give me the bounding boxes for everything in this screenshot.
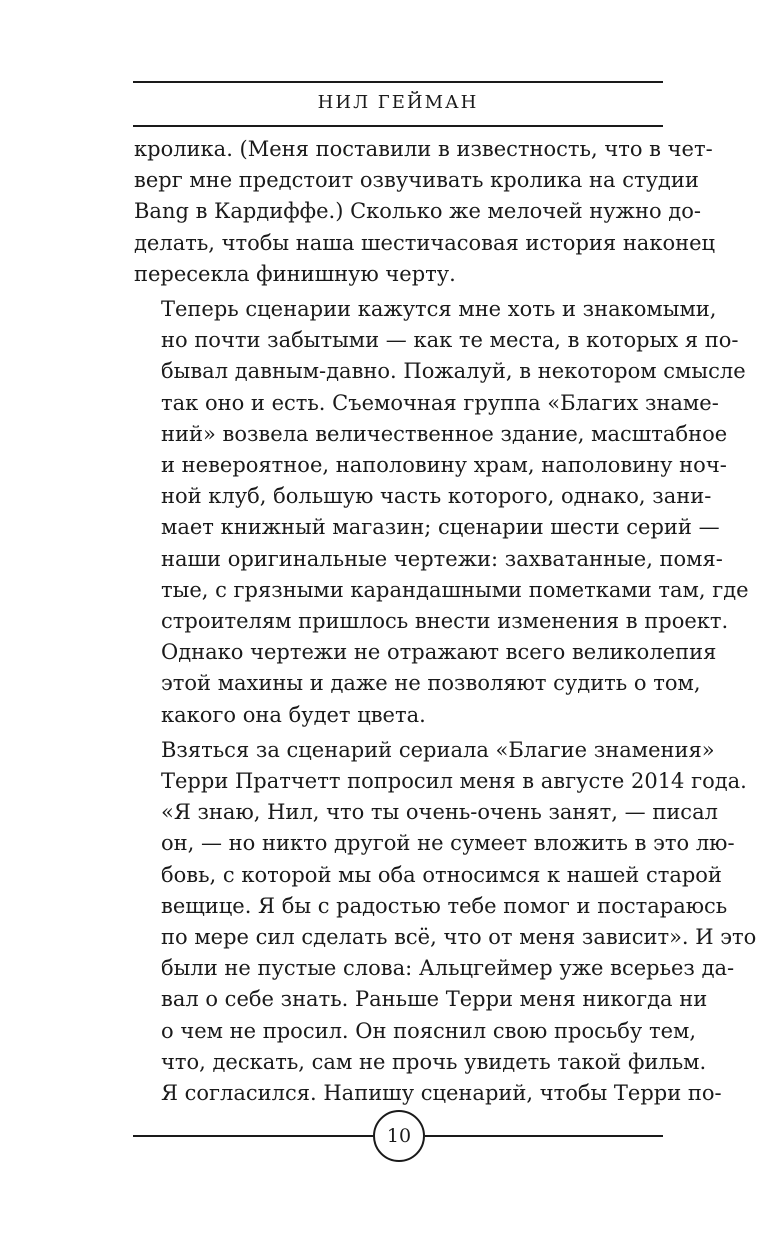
text-line: верг мне предстоит озвучивать кролика на студии [134, 168, 699, 193]
text-line: Взяться за сценарий сериала «Благие знамения» [161, 737, 715, 762]
text-line: он, — но никто другой не сумеет вложить в это лю- [161, 831, 735, 856]
text-line: ной клуб, большую часть которого, однако, зани- [161, 484, 712, 509]
text-line: но почти забытыми — как те места, в которых я по- [161, 328, 739, 353]
text-line: Я согласился. Напишу сценарий, чтобы Терри по- [161, 1081, 722, 1106]
text-line: ний» возвела величественное здание, масштабное [161, 421, 728, 446]
text-line: бовь, с которой мы оба относимся к нашей старой [161, 862, 722, 887]
text-line: были не пустые слова: Альцгеймер уже всерьез да- [161, 956, 735, 981]
footer-rule-right [425, 1135, 663, 1137]
text-line: мает книжный магазин; сценарии шести серий — [161, 515, 720, 540]
text-line: строителям пришлось внести изменения в проект. [161, 609, 729, 634]
text-line: пересекла финишную черту. [134, 261, 456, 286]
text-line: вещице. Я бы с радостью тебе помог и постараюсь [161, 893, 728, 918]
text-line: по мере сил сделать всё, что от меня зависит». И это [161, 925, 757, 950]
page-number-circle [373, 1110, 425, 1162]
text-line: тые, с грязными карандашными пометками там, где [161, 577, 749, 602]
text-line: Терри Пратчетт попросил меня в августе 2014 года. [161, 769, 747, 794]
text-line: о чем не просил. Он пояснил свою просьбу тем, [161, 1018, 697, 1043]
text-line: этой махины и даже не позволяют судить о том, [161, 671, 701, 696]
text-line: что, дескать, сам не прочь увидеть такой фильм. [161, 1049, 707, 1074]
text-line: так оно и есть. Съемочная группа «Благих знаме- [161, 390, 719, 415]
text-line: бывал давным-давно. Пожалуй, в некотором смысле [161, 359, 746, 384]
text-line: Bang в Кардиффе.) Сколько же мелочей нужно до- [134, 199, 701, 224]
text-line: кролика. (Меня поставили в известность, что в чет- [134, 137, 713, 161]
body-text [134, 134, 757, 1113]
header-rule-bottom [133, 125, 663, 127]
text-line: какого она будет цвета. [161, 702, 426, 727]
text-line: наши оригинальные чертежи: захватанные, помя- [161, 546, 723, 571]
text-line: Однако чертежи не отражают всего великолепия [161, 640, 717, 665]
paragraph [134, 134, 716, 290]
paragraph [134, 735, 757, 1109]
page-footer [133, 1108, 663, 1164]
page-number: 10 [386, 1125, 412, 1147]
text-line: и невероятное, наполовину храм, наполовину ноч- [161, 453, 727, 478]
footer-rule-left [133, 1135, 373, 1137]
text-line: Теперь сценарии кажутся мне хоть и знакомыми, [161, 297, 717, 322]
running-head: НИЛ ГЕЙМАН [317, 92, 479, 113]
paragraph [134, 294, 749, 731]
text-line: делать, чтобы наша шестичасовая история наконец [134, 230, 716, 255]
header-rule-top [133, 81, 663, 83]
text-line: вал о себе знать. Раньше Терри меня никогда ни [161, 987, 708, 1012]
text-line: «Я знаю, Нил, что ты очень-очень занят, — писал [161, 800, 718, 825]
